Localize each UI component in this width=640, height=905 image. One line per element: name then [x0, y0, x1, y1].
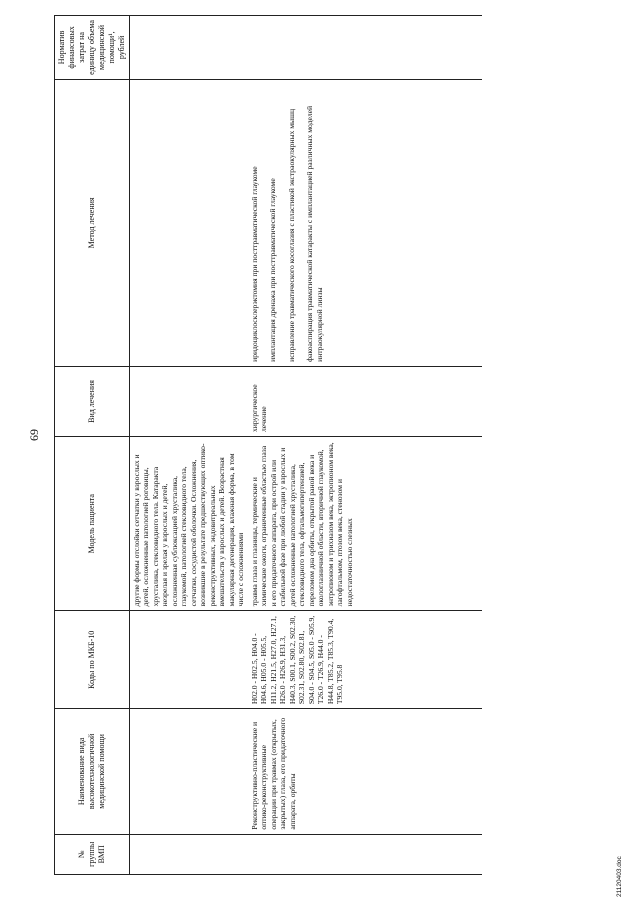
method-item: иридоциклосклерэктомия при посттравматической глаукоме	[249, 166, 259, 362]
vmp-table	[54, 15, 482, 875]
treatment-type-cell: хирургическое лечение	[248, 366, 482, 436]
header-group-no: № группы ВМП	[55, 834, 130, 874]
method-item: факоаспирация травматической катаракты с имплантацией различных моделей интраокулярной линзы	[305, 105, 324, 362]
table-row	[248, 16, 482, 875]
document-id: 21120403.doc	[616, 856, 623, 897]
header-treatment-method: Метод лечения	[55, 79, 130, 366]
table-header-row	[55, 16, 130, 875]
header-vmp-name: Наименование вида высокотехнологичной медицинской помощи	[55, 709, 130, 834]
page-number: 69	[27, 429, 41, 441]
patient-model-cell: другие формы отслойки сетчатки у взрослых и детей, осложненные патологией роговицы, хрусталика, стекловидного тела. Катаракта незрелая и зрелая у взрослых и детей, осложненная сублюксацией хрусталика, глаукомой, патологией стекловидного тела, сетчатки, сосудистой оболочки. Осложнения, возникшие в результате предшествующих оптико-реконструктивных, эндовитреальных вмешательств у взрослых и детей. Возрастная макулярная дегенерация, влажная форма, в том числе с осложнениями	[130, 437, 248, 611]
method-item: имплантация дренажа при посттравматической глаукоме	[268, 178, 278, 362]
treatment-method-cell	[248, 79, 482, 366]
header-icd-codes: Коды по МКБ-10	[55, 611, 130, 709]
method-item: исправление травматического косоглазия с пластикой экстраокулярных мышц	[286, 108, 296, 362]
header-patient-model: Модель пациента	[55, 437, 130, 611]
vmp-name-cell: Реконструктивно-пластические и оптико-реконструктивные операции при травмах (открытых, закрытых) глаза, его придаточного аппарата, орбиты	[248, 709, 482, 834]
header-treatment-type: Вид лечения	[55, 366, 130, 436]
patient-model-cell: травма глаза и глазницы, термические и химические ожоги, ограниченные областью глаза и его придаточного аппарата, при острой или стабильной фазе при любой стадии у взрослых и детей осложненные патологией хрусталика, стекловидного тела, офтальмогипертензией, переломом дна орбиты, открытой раной века и окологлазничной области, вторичной глаукомой, энтропионом и трихиазом века, эктропионом века, лагофтальмом, птозом века, стенозом и недостаточностью слезных	[248, 437, 482, 611]
table-row	[130, 16, 248, 875]
icd-codes-cell: H02.0 - H02.5, H04.0 - H04.6, H05.0 - H05.5, H11.2, H21.5, H27.0, H27.1, H26.0 - H26.9, H31.3, H40.3, S00.1, S00.2, S02.30, S02.31, S02.80, S02.81, S04.0 - S04.5, S05.0 - S05.9, T26.0 - T26.9, H44.0 - H44.8, T85.2, T85.3, T90.4, T95.0, T95.8	[248, 611, 482, 709]
header-norm-cost: Норматив финансовых затрат на единицу объема медицинской помощи¹, рублей	[55, 16, 130, 80]
